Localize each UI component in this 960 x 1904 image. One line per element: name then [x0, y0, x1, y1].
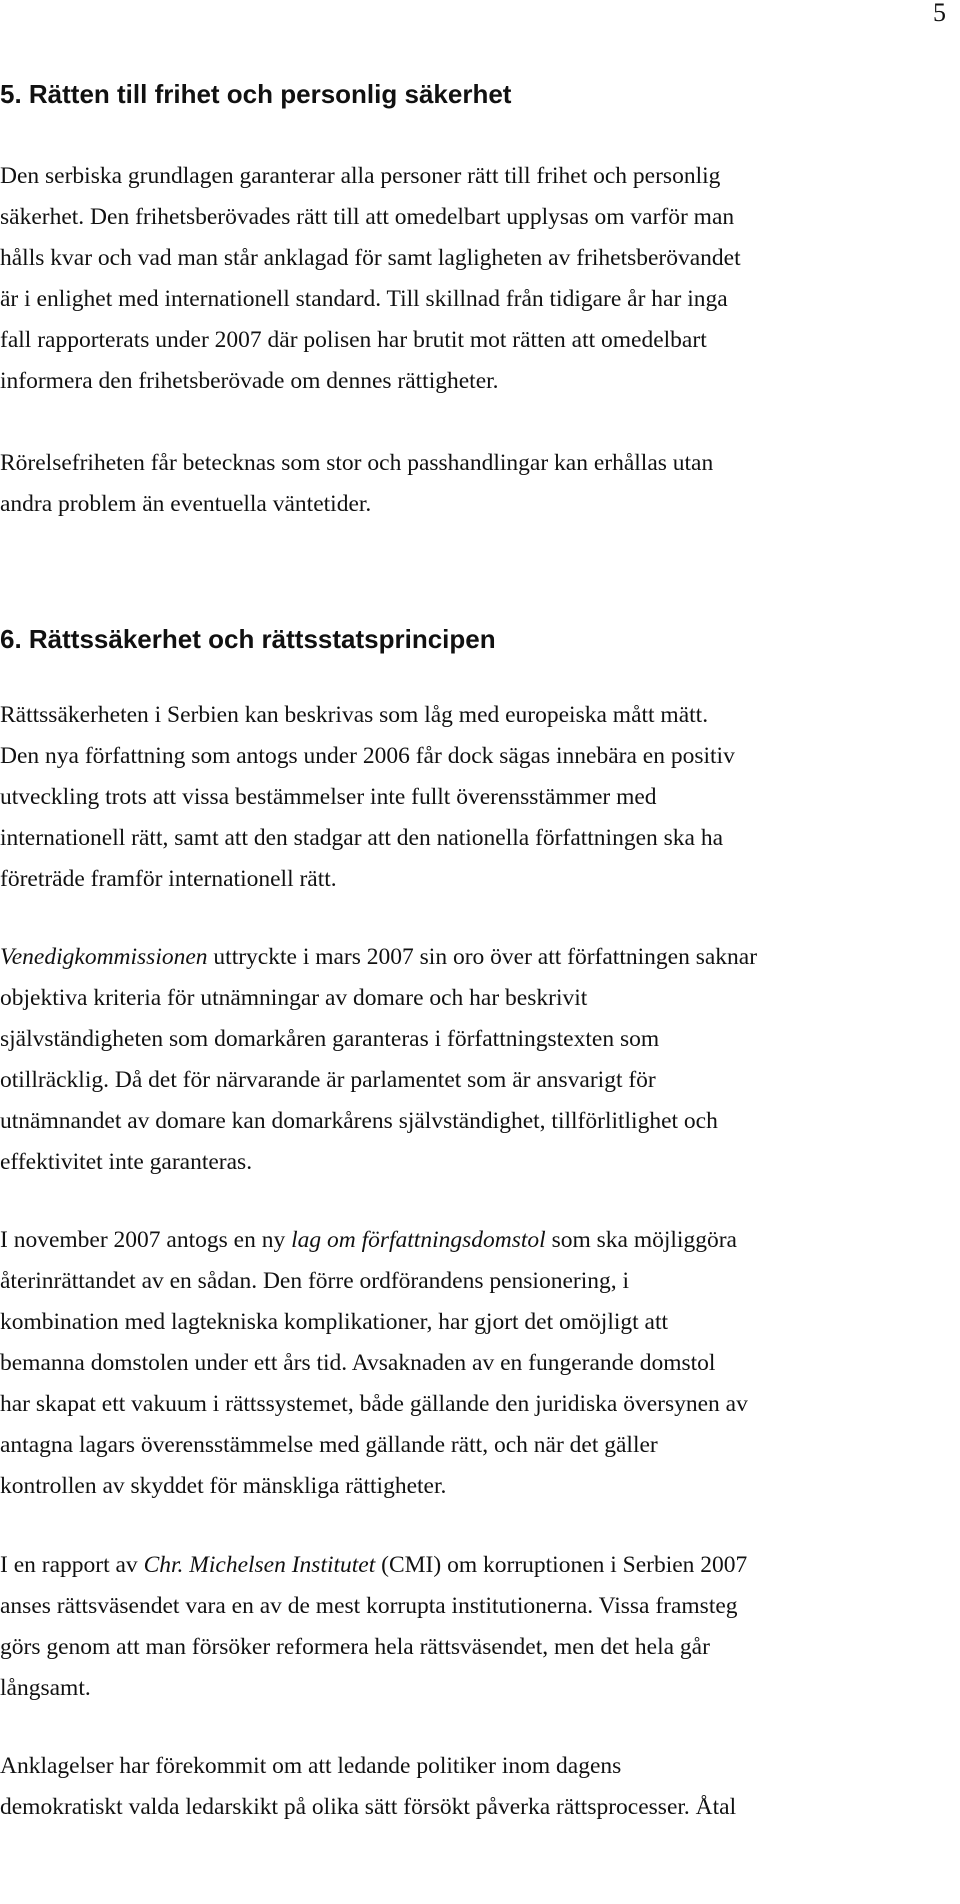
page-number: 5 [933, 0, 946, 27]
text-line: Den serbiska grundlagen garanterar alla personer rätt till frihet och personlig [0, 163, 721, 189]
section-6-paragraph-5 [0, 1746, 960, 1828]
section-6-heading: 6. Rättssäkerhet och rättsstatsprincipen [0, 624, 496, 654]
text-line: Anklagelser har förekommit om att ledande politiker inom dagens [0, 1753, 622, 1779]
venedigkommissionen-italic: Venedigkommissionen [0, 944, 208, 970]
section-5-paragraph-2 [0, 443, 960, 525]
text-line: kombination med lagtekniska komplikationer, har gjort det omöjligt att [0, 1309, 669, 1335]
text-span: (CMI) om korruptionen i Serbien 2007 [375, 1552, 748, 1578]
text-line: utveckling trots att vissa bestämmelser inte fullt överensstämmer med [0, 784, 657, 810]
text-line [0, 937, 960, 978]
text-line: långsamt. [0, 1675, 91, 1701]
text-line: informera den frihetsberövade om dennes rättigheter. [0, 368, 499, 394]
text-line: effektivitet inte garanteras. [0, 1149, 253, 1175]
text-span: I november 2007 antogs en ny [0, 1227, 292, 1253]
text-line: har skapat ett vakuum i rättssystemet, både gällande den juridiska översynen av [0, 1391, 748, 1417]
text-line: demokratiskt valda ledarskikt på olika sätt försökt påverka rättsprocesser. Åtal [0, 1794, 737, 1820]
text-line: självständigheten som domarkåren garanteras i författningstexten som [0, 1026, 660, 1052]
text-line: Den nya författning som antogs under 2006 får dock sägas innebära en positiv [0, 743, 735, 769]
text-line: otillräcklig. Då det för närvarande är parlamentet som är ansvarigt för [0, 1067, 656, 1093]
text-line: andra problem än eventuella väntetider. [0, 491, 372, 517]
text-line: Rättssäkerheten i Serbien kan beskrivas som låg med europeiska mått mätt. [0, 702, 709, 728]
section-6-paragraph-3 [0, 1220, 960, 1507]
text-line: antagna lagars överensstämmelse med gällande rätt, och när det gäller [0, 1432, 658, 1458]
text-line: bemanna domstolen under ett års tid. Avsaknaden av en fungerande domstol [0, 1350, 716, 1376]
text-line [0, 1545, 960, 1586]
text-line: objektiva kriteria för utnämningar av domare och har beskrivit [0, 985, 588, 1011]
institute-name-italic: Chr. Michelsen Institutet [143, 1552, 376, 1578]
section-6-paragraph-4 [0, 1545, 960, 1709]
text-line: fall rapporterats under 2007 där polisen har brutit mot rätten att omedelbart [0, 327, 707, 353]
text-line: utnämnandet av domare kan domarkårens självständighet, tillförlitlighet och [0, 1108, 718, 1134]
text-line: Rörelsefriheten får betecknas som stor och passhandlingar kan erhållas utan [0, 450, 714, 476]
section-6-paragraph-2 [0, 937, 960, 1183]
text-line: kontrollen av skyddet för mänskliga rättigheter. [0, 1473, 447, 1499]
text-span: som ska möjliggöra [545, 1227, 737, 1253]
law-title-italic: lag om författningsdomstol [291, 1227, 546, 1253]
section-5-heading: 5. Rätten till frihet och personlig säkerhet [0, 79, 512, 109]
section-5-paragraph-1 [0, 156, 960, 402]
text-line: säkerhet. Den frihetsberövades rätt till att omedelbart upplysas om varför man [0, 204, 735, 230]
text-line: är i enlighet med internationell standard. Till skillnad från tidigare år har inga [0, 286, 728, 312]
text-span: I en rapport av [0, 1552, 144, 1578]
section-6-paragraph-1 [0, 695, 960, 900]
text-line: hålls kvar och vad man står anklagad för samt lagligheten av frihetsberövandet [0, 245, 741, 271]
text-span: uttryckte i mars 2007 sin oro över att författningen saknar [207, 944, 758, 970]
text-line: återinrättandet av en sådan. Den förre ordförandens pensionering, i [0, 1268, 630, 1294]
text-line: görs genom att man försöker reformera hela rättsväsendet, men det hela går [0, 1634, 710, 1660]
text-line: anses rättsväsendet vara en av de mest korrupta institutionerna. Vissa framsteg [0, 1593, 738, 1619]
text-line: företräde framför internationell rätt. [0, 866, 337, 892]
text-line: internationell rätt, samt att den stadgar att den nationella författningen ska ha [0, 825, 724, 851]
text-line [0, 1220, 960, 1261]
